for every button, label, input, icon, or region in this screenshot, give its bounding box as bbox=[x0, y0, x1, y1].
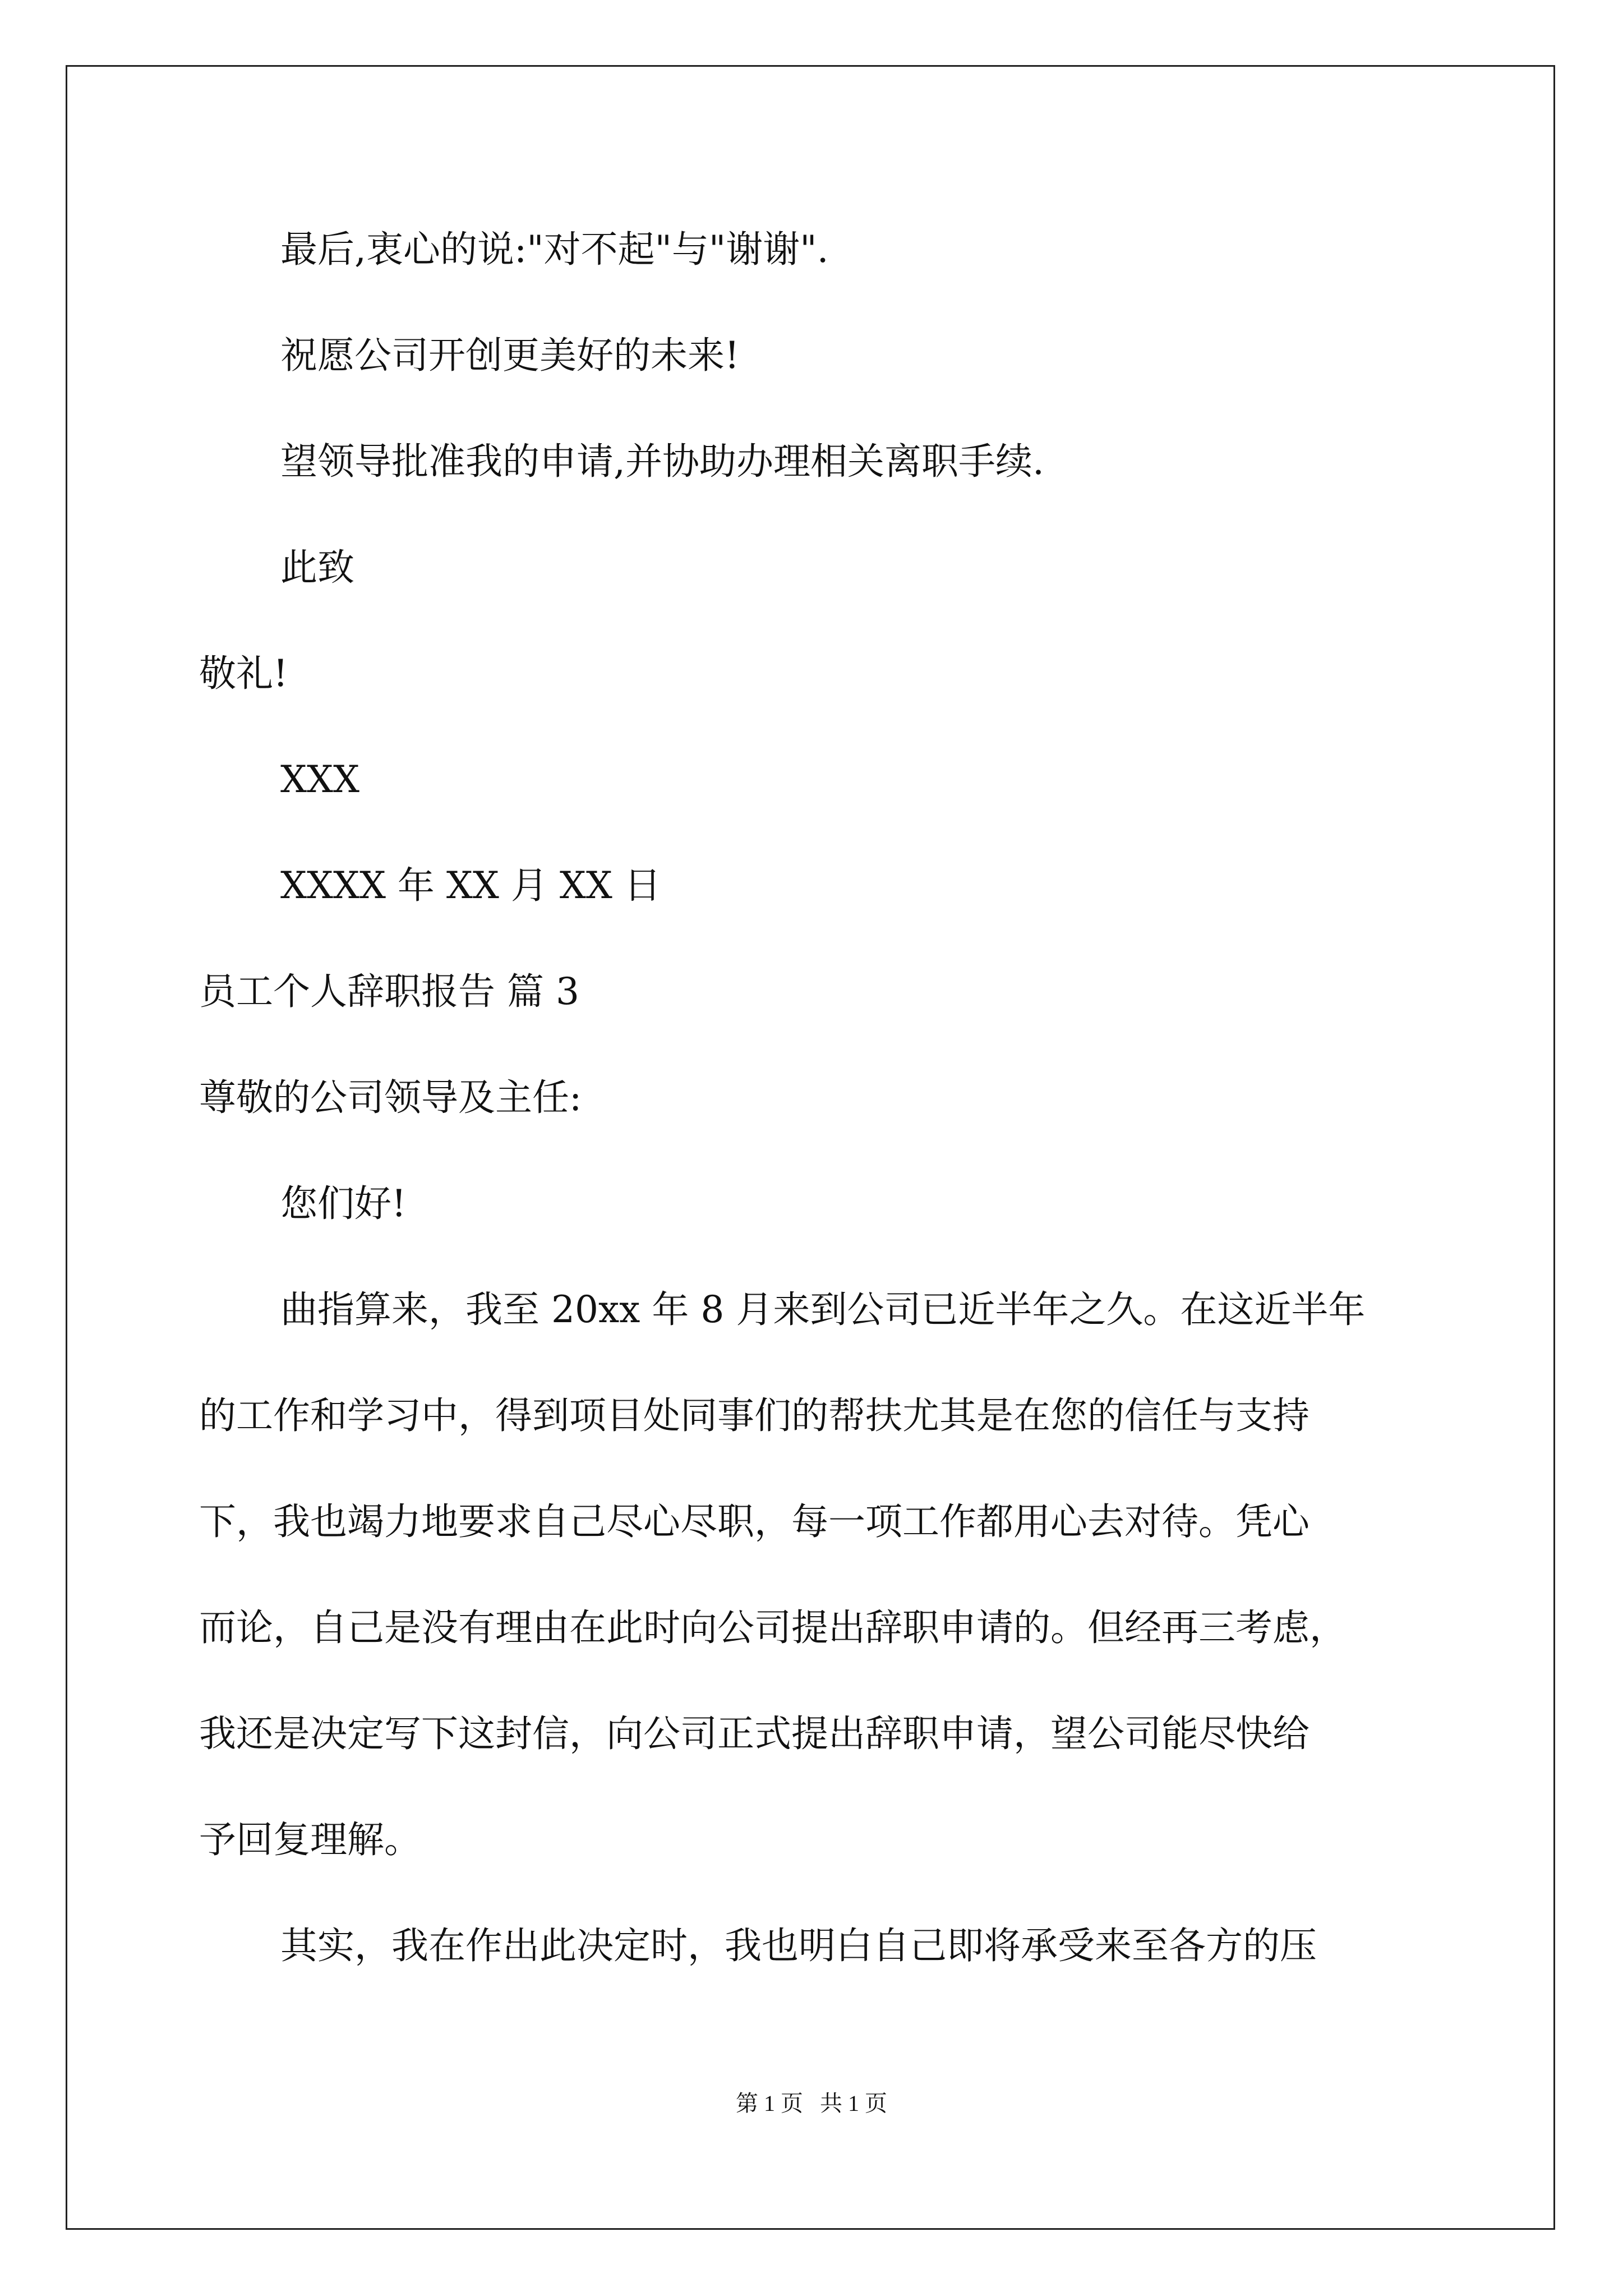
page-border bbox=[66, 65, 1555, 2230]
text-line: 祝愿公司开创更美好的未来! bbox=[280, 334, 740, 377]
text-line: 而论，自己是没有理由在此时向公司提出辞职申请的。但经再三考虑， bbox=[199, 1606, 1347, 1649]
letter-salutation: 尊敬的公司领导及主任: bbox=[199, 1076, 582, 1119]
text-line: 下，我也竭力地要求自己尽心尽职，每一项工作都用心去对待。凭心 bbox=[199, 1500, 1310, 1543]
closing-regards: 敬礼! bbox=[199, 652, 288, 695]
text-line: 其实，我在作出此决定时，我也明白自己即将承受来至各方的压 bbox=[280, 1924, 1317, 1967]
page-number-footer: 第 1 页 共 1 页 bbox=[736, 2091, 887, 2116]
section-heading: 员工个人辞职报告 篇 3 bbox=[199, 970, 579, 1013]
text-line: 最后,衷心的说:"对不起"与"谢谢". bbox=[280, 228, 829, 271]
text-line: 的工作和学习中，得到项目处同事们的帮扶尤其是在您的信任与支持 bbox=[199, 1394, 1310, 1437]
text-line: 予回复理解。 bbox=[199, 1818, 421, 1861]
signature-date: XXXX 年 XX 月 XX 日 bbox=[280, 864, 661, 907]
greeting: 您们好! bbox=[280, 1182, 407, 1225]
closing-salutation: 此致 bbox=[280, 546, 354, 589]
text-line: 望领导批准我的申请,并协助办理相关离职手续. bbox=[280, 440, 1044, 483]
text-line: 曲指算来，我至 20xx 年 8 月来到公司已近半年之久。在这近半年 bbox=[280, 1288, 1366, 1331]
text-line: 我还是决定写下这封信，向公司正式提出辞职申请，望公司能尽快给 bbox=[199, 1712, 1310, 1755]
signature-name: XXX bbox=[280, 758, 359, 801]
